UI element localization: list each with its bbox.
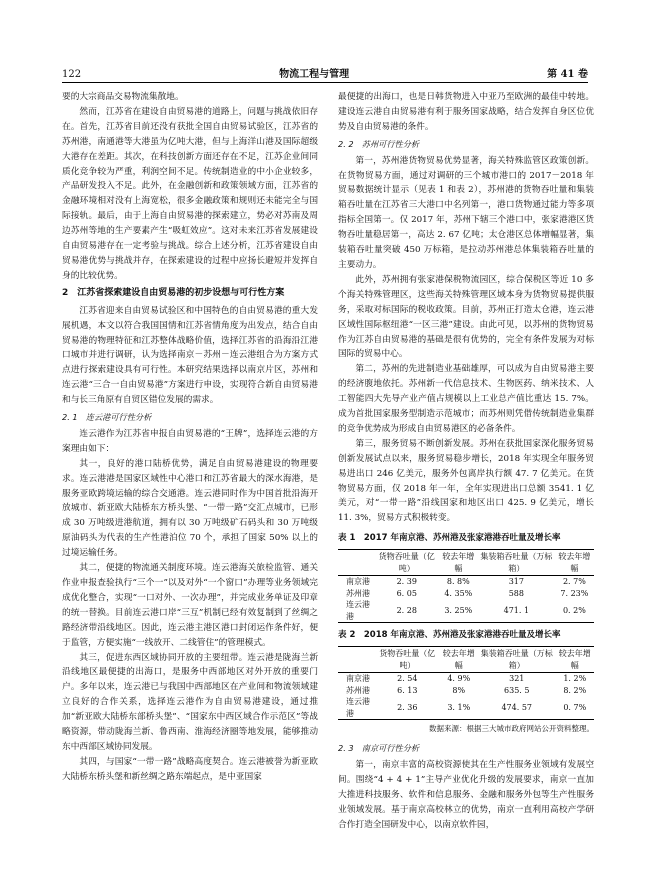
paragraph: 第一，苏州港货物贸易优势显著，海关特殊监管区政策创新。在货物贸易方面，通过对调研的三个城市港口的 2017－2018 年贸易数据统计显示（见表 1 和表 2），苏州港的货物吞吐量和集装箱吞吐量在江苏省三大港口中名列第一，港口货物通过能力等多项指标全国第一。仅 2017 年，苏州下辖三个港口中，张家港港区货物吞吐量稳居第一，高达 2. 67 亿吨；太仓港区总体增幅显著，集装箱吞吐量突破 450 万标箱，是拉动苏州港总体集装箱吞吐量的主要动力。 [338, 155, 594, 270]
paragraph: 其四，与国家“一带一路”战略高度契合。连云港被誉为新亚欧大陆桥东桥头堡和新丝绸之路东端起点，是中亚国家 [62, 756, 318, 782]
table-cell: 321 [509, 674, 525, 684]
table-cell: 4. 35% [444, 588, 473, 598]
subsection-heading: 2. 2 苏州可行性分析 [338, 138, 420, 149]
right-column [338, 90, 594, 832]
paragraph: 其一，良好的港口陆桥优势，满足自由贸易港建设的物理要求。连云港港是国家区域性中心港口和江苏省最大的深水海港，是服务亚欧跨境运输的综合交通港。连云港同时作为中国首批沿海开放城市、新亚欧大陆桥东方桥头堡、“一带一路”交汇点城市，已形成 30 万吨级进港航道，拥有以 30 万吨级矿石码头和 30 万吨级原油码头为代表的生产性港泊位 70 个，承担了国家 50% 以上的过境运输任务。 [62, 458, 318, 559]
table-cell: 8. 2% [563, 685, 587, 695]
paragraph: 第一，南京丰富的高校资源使其在生产性服务业领域有发展空间。围绕“4 + 4 + 1”主导产业优化升级的发展要求，南京一直加大推进科技服务、软件和信息服务、金融和服务外包等生产性服务业领域发展。基于南京高校林立的优势，南京一直利用高校产学研合作打造全国研发中心，以南京软件园， [338, 759, 594, 830]
section-heading: 2 江苏省探索建设自由贸易港的初步设想与可行性方案 [62, 287, 285, 298]
table-cell: 588 [508, 588, 524, 598]
table-header-cell [338, 550, 375, 576]
table-header-cell: 货物吞吐量（亿吨） [378, 552, 435, 573]
paragraph: 其三，促进东西区域协同开放的主要纽带。连云港是陇海兰新沿线地区最便捷的出海口，是服务中西部地区对外开放的重要门户。多年以来，连云港已与我国中西部地区在产业间和物流领域建立良好的合作关系，选择连云港作为自由贸易港建设，通过推加“新亚欧大陆桥东部桥头堡”、“国家东中西区域合作示范区”等战略资源，带动陇海兰新、鲁西南、淮海经济圈等地发展，能够推动东中西部区域协同发展。 [62, 652, 318, 752]
table-2-caption: 表 2 2018 年南京港、苏州港及张家港港吞吐量及增长率 [338, 630, 561, 641]
paragraph: 此外，苏州拥有张家港保税物流园区，综合保税区等近 10 多个海关特殊管理区，这些海关特殊管理区域本身为货物贸易提供服务，采取对标国际的税收政策。目前，苏州正打造太仓港，连云港区域性国际枢纽港“一区三港”建设。由此可见，以苏州的货物贸易作为江苏自由贸易港的基础是很有优势的，完全有条件发展为对标国际的贸易中心。 [338, 274, 594, 360]
table-cell: 471. 1 [503, 605, 530, 615]
table-cell: 连云港港 [346, 697, 370, 718]
table-cell: 635. 5 [504, 685, 530, 695]
table-header-cell: 集装箱吞吐量（万标箱） [480, 649, 553, 670]
table-row [338, 673, 594, 685]
table-row [338, 588, 594, 600]
table-cell: 苏州港 [346, 588, 370, 598]
table-cell: 6. 05 [396, 588, 417, 598]
left-column [62, 90, 318, 785]
table-cell: 南京港 [346, 577, 370, 587]
running-header [62, 66, 588, 80]
table-source-note: 数据来源：根据三大城市政府网站公开资料整理。 [429, 724, 594, 734]
paragraph: 要的大宗商品交易物流集散地。 [62, 92, 184, 102]
table-cell: 474. 57 [501, 702, 533, 712]
table-header-cell: 货物吞吐量（亿吨） [379, 649, 436, 670]
subsection-heading: 2. 3 南京可行性分析 [338, 743, 420, 753]
paragraph: 江苏省迎来自由贸易试验区和中国特色的自由贸易港的重大发展机遇，本文以符合我国国情和江苏省情角度为出发点，结合自由贸易港的物理特征和江苏整体战略价值，选择江苏省的沿海沿江港口城市并进行调研，认为选择南京－苏州－连云港组合为方案方式点进行探索建设具有可行性。本研究结果选择以南京片区，苏州和连云港“三合一自由贸易港”方案进行申设，实现符合新自由贸易港和与长三角原有自贸区错位发展的需求。 [62, 305, 318, 406]
table-row [338, 599, 594, 623]
table-row [338, 696, 594, 720]
paragraph: 然而，江苏省在建设自由贸易港的道路上，问题与挑战依旧存在。首先，江苏省目前还没有获批全国自由贸易试验区，江苏省的苏州港，南通港等大港虽为亿吨大港，但与上海洋山港及国际超级大港存在差距。其次，在科技创新方面还存在不足，江苏企业间同质化竞争较为严重，利润空间不足。传统制造业的中小企业较多，产品研发投入不足。此外，在金融创新和政策领域方面，江苏省的金融环境相对没有上海宽松，很多金融政策和规则还未能完全与国际接轨。最后，由于上海自由贸易港的探索建立，势必对苏南及周边苏州等地的生产要素产生“吸虹效应”。这对未来江苏省发展建设自由贸易港存在一定考验与挑战。综合上述分析，江苏省建设自由贸易港优势与挑战并存，在探索建设的过程中应扬长避短并发挥自身的比较优势。 [62, 106, 318, 281]
table-header-cell: 较去年增幅 [558, 552, 591, 573]
table-1-caption: 表 1 2017 年南京港、苏州港及张家港港吞吐量及增长率 [338, 533, 561, 544]
table-cell: 8. 8% [446, 577, 470, 587]
table-header-cell: 较去年增幅 [442, 649, 475, 670]
table-cell: 连云港港 [346, 600, 370, 621]
table-cell: 2. 39 [396, 577, 417, 587]
table-cell: 7. 23% [560, 588, 589, 598]
table-header-cell: 较去年增幅 [442, 552, 475, 573]
table-cell: 0. 2% [562, 605, 586, 615]
page-number: 122 [62, 69, 82, 80]
table-header-cell: 较去年增幅 [558, 649, 591, 670]
table-cell: 南京港 [346, 674, 370, 684]
table-row [338, 685, 594, 697]
table-cell: 3. 25% [444, 605, 473, 615]
table-cell: 2. 36 [397, 702, 418, 712]
table-2 [338, 646, 594, 720]
paragraph: 第三，服务贸易不断创新发展。苏州在获批国家深化服务贸易创新发展试点以来，服务贸易稳步增长，2018 年实现全年服务贸易进出口 246 亿美元，服务外包离岸执行额 47. 7 亿美元。在货物贸易方面，仅 2018 年一年，全年实现进出口总额 3541. 1 亿美元，对“一带一路”沿线国家和地区出口 425. 9 亿美元，增长 11. 3%，贸易方式积极转变。 [338, 438, 594, 524]
table-cell: 4. 9% [447, 674, 471, 684]
subsection-heading: 2. 1 连云港可行性分析 [62, 412, 152, 423]
paragraph: 连云港作为江苏省申报自由贸易港的“王牌”，选择连云港的方案理由如下： [62, 428, 318, 454]
table-row [338, 576, 594, 588]
table-cell: 6. 13 [397, 685, 418, 695]
table-1 [338, 549, 594, 623]
header-rule [62, 82, 588, 83]
table-header-cell [338, 647, 375, 673]
volume-number: 第 41 卷 [547, 69, 588, 80]
paragraph: 最便捷的出海口，也是日韩货物进入中亚乃至欧洲的最佳中转地。建设连云港自由贸易港有利于服务国家战略，结合发挥自身区位优势及自由贸易港的条件。 [338, 92, 594, 132]
paragraph: 其二，便捷的物流通关制度环境。连云港海关旅检监管、通关作业申报查验执行“三个一”以及对外“一个窗口”办理等业务领域完成优化整合，实现“一口对外、一次办理”，并完成业务单证及印章的统一替换。目前连云港口岸“三互”机制已经有效复制到了丝绸之路经济带沿线地区。因此，连云港主港区港口封闭运作条件好，便于监管，方便实施“一线放开、二线管住”的管理模式。 [62, 563, 318, 648]
paragraph: 第二，苏州的先进制造业基础雄厚，可以成为自由贸易港主要的经济腹地依托。苏州新一代信息技术、生物医药、纳米技术、人工智能四大先导产业产值占规模以上工业总产值比重达 15. 7%。成为首批国家服务型制造示范城市；而苏州则凭借传统制造业集群的竞争优势成为形成自由贸易港区的必备条件。 [338, 364, 594, 434]
table-cell: 3. 1% [447, 702, 471, 712]
table-cell: 1. 2% [563, 674, 587, 684]
table-header-cell: 集装箱吞吐量（万标箱） [480, 552, 553, 573]
table-cell: 2. 54 [397, 674, 418, 684]
table-cell: 2. 28 [396, 605, 417, 615]
table-cell: 8% [452, 685, 466, 695]
table-cell: 0. 7% [563, 702, 587, 712]
table-cell: 2. 7% [562, 577, 586, 587]
table-cell: 317 [508, 577, 524, 587]
table-cell: 苏州港 [346, 685, 370, 695]
journal-title: 物流工程与管理 [279, 69, 350, 80]
